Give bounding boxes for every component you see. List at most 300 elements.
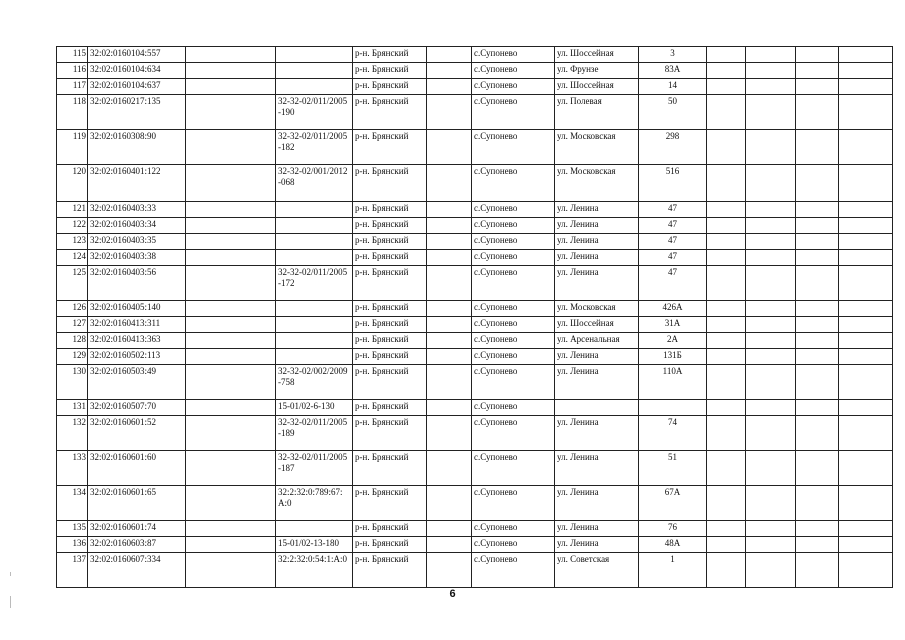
empty-cell xyxy=(839,553,893,588)
street-cell: ул. Ленина xyxy=(555,521,639,537)
empty-cell xyxy=(796,365,839,400)
street-cell: ул. Ленина xyxy=(555,537,639,553)
row-number-cell: 118 xyxy=(57,95,88,130)
empty-cell xyxy=(186,301,276,317)
registration-number-cell xyxy=(276,234,353,250)
district-cell: р-н. Брянский xyxy=(353,79,427,95)
empty-cell xyxy=(796,165,839,202)
row-number-cell: 120 xyxy=(57,165,88,202)
cadastral-number-cell: 32:02:0160403:34 xyxy=(88,218,186,234)
locality-cell: с.Супонево xyxy=(472,537,555,553)
district-cell: р-н. Брянский xyxy=(353,202,427,218)
house-number-cell: 1 xyxy=(639,553,707,588)
locality-cell: с.Супонево xyxy=(472,349,555,365)
street-cell: ул. Ленина xyxy=(555,349,639,365)
district-cell: р-н. Брянский xyxy=(353,537,427,553)
district-cell: р-н. Брянский xyxy=(353,365,427,400)
empty-cell xyxy=(707,521,746,537)
row-number-cell: 117 xyxy=(57,79,88,95)
table-row xyxy=(57,218,893,234)
empty-cell xyxy=(796,266,839,301)
house-number-cell: 298 xyxy=(639,130,707,165)
district-cell: р-н. Брянский xyxy=(353,486,427,521)
empty-cell xyxy=(796,47,839,63)
cadastral-number-cell: 32:02:0160603:87 xyxy=(88,537,186,553)
row-number-cell: 122 xyxy=(57,218,88,234)
street-cell: ул. Московская xyxy=(555,165,639,202)
empty-cell xyxy=(839,521,893,537)
empty-cell xyxy=(746,234,796,250)
table-row xyxy=(57,349,893,365)
empty-cell xyxy=(746,349,796,365)
registration-number-cell xyxy=(276,333,353,349)
registration-number-cell xyxy=(276,202,353,218)
house-number-cell: 110А xyxy=(639,365,707,400)
registration-number-cell xyxy=(276,301,353,317)
locality-cell: с.Супонево xyxy=(472,400,555,416)
table-row xyxy=(57,202,893,218)
empty-cell xyxy=(186,47,276,63)
empty-cell xyxy=(186,317,276,333)
street-cell: ул. Фрунзе xyxy=(555,63,639,79)
registration-number-cell: 15-01/02-13-180 xyxy=(276,537,353,553)
empty-cell xyxy=(746,95,796,130)
table-row xyxy=(57,451,893,486)
empty-cell xyxy=(796,63,839,79)
registration-number-cell: 32-32-02/011/2005-172 xyxy=(276,266,353,301)
empty-cell xyxy=(186,218,276,234)
table-row xyxy=(57,130,893,165)
empty-cell xyxy=(427,553,472,588)
empty-cell xyxy=(839,451,893,486)
locality-cell: с.Супонево xyxy=(472,317,555,333)
cadastral-number-cell: 32:02:0160403:38 xyxy=(88,250,186,266)
empty-cell xyxy=(839,537,893,553)
empty-cell xyxy=(427,47,472,63)
street-cell: ул. Ленина xyxy=(555,486,639,521)
empty-cell xyxy=(839,234,893,250)
house-number-cell: 47 xyxy=(639,266,707,301)
cadastral-number-cell: 32:02:0160601:60 xyxy=(88,451,186,486)
empty-cell xyxy=(707,365,746,400)
row-number-cell: 134 xyxy=(57,486,88,521)
district-cell: р-н. Брянский xyxy=(353,95,427,130)
locality-cell: с.Супонево xyxy=(472,218,555,234)
empty-cell xyxy=(746,301,796,317)
cadastral-number-cell: 32:02:0160403:56 xyxy=(88,266,186,301)
empty-cell xyxy=(746,521,796,537)
empty-cell xyxy=(839,333,893,349)
row-number-cell: 130 xyxy=(57,365,88,400)
street-cell: ул. Ленина xyxy=(555,202,639,218)
house-number-cell: 3 xyxy=(639,47,707,63)
table-row xyxy=(57,317,893,333)
empty-cell xyxy=(839,416,893,451)
house-number-cell xyxy=(639,400,707,416)
empty-cell xyxy=(839,349,893,365)
empty-cell xyxy=(796,349,839,365)
registration-number-cell: 32-32-02/011/2005-189 xyxy=(276,416,353,451)
locality-cell: с.Супонево xyxy=(472,47,555,63)
row-number-cell: 128 xyxy=(57,333,88,349)
house-number-cell: 67А xyxy=(639,486,707,521)
table-row xyxy=(57,250,893,266)
house-number-cell: 131Б xyxy=(639,349,707,365)
house-number-cell: 426А xyxy=(639,301,707,317)
district-cell: р-н. Брянский xyxy=(353,266,427,301)
empty-cell xyxy=(427,130,472,165)
district-cell: р-н. Брянский xyxy=(353,349,427,365)
registration-number-cell: 32:2:32:0:54:1:А:0 xyxy=(276,553,353,588)
empty-cell xyxy=(186,79,276,95)
empty-cell xyxy=(427,234,472,250)
registration-number-cell: 15-01/02-6-130 xyxy=(276,400,353,416)
locality-cell: с.Супонево xyxy=(472,451,555,486)
house-number-cell: 48А xyxy=(639,537,707,553)
house-number-cell: 47 xyxy=(639,250,707,266)
street-cell: ул. Арсенальная xyxy=(555,333,639,349)
empty-cell xyxy=(746,553,796,588)
locality-cell: с.Супонево xyxy=(472,416,555,451)
empty-cell xyxy=(186,486,276,521)
empty-cell xyxy=(427,301,472,317)
empty-cell xyxy=(707,400,746,416)
empty-cell xyxy=(427,400,472,416)
locality-cell: с.Супонево xyxy=(472,165,555,202)
empty-cell xyxy=(796,317,839,333)
table-body xyxy=(57,47,893,588)
empty-cell xyxy=(746,486,796,521)
table-row xyxy=(57,234,893,250)
empty-cell xyxy=(186,250,276,266)
row-number-cell: 129 xyxy=(57,349,88,365)
locality-cell: с.Супонево xyxy=(472,63,555,79)
table-row xyxy=(57,63,893,79)
empty-cell xyxy=(427,416,472,451)
cadastral-number-cell: 32:02:0160217:135 xyxy=(88,95,186,130)
table-row xyxy=(57,537,893,553)
empty-cell xyxy=(427,79,472,95)
street-cell: ул. Полевая xyxy=(555,95,639,130)
empty-cell xyxy=(796,333,839,349)
cadastral-number-cell: 32:02:0160503:49 xyxy=(88,365,186,400)
cadastral-number-cell: 32:02:0160601:74 xyxy=(88,521,186,537)
empty-cell xyxy=(707,202,746,218)
empty-cell xyxy=(746,400,796,416)
district-cell: р-н. Брянский xyxy=(353,165,427,202)
street-cell: ул. Московская xyxy=(555,301,639,317)
empty-cell xyxy=(796,234,839,250)
empty-cell xyxy=(839,266,893,301)
district-cell: р-н. Брянский xyxy=(353,451,427,486)
house-number-cell: 47 xyxy=(639,202,707,218)
locality-cell: с.Супонево xyxy=(472,202,555,218)
street-cell: ул. Шоссейная xyxy=(555,47,639,63)
scan-edge-mark xyxy=(10,596,11,608)
empty-cell xyxy=(839,63,893,79)
table-row xyxy=(57,521,893,537)
empty-cell xyxy=(427,95,472,130)
locality-cell: с.Супонево xyxy=(472,95,555,130)
district-cell: р-н. Брянский xyxy=(353,130,427,165)
empty-cell xyxy=(796,130,839,165)
empty-cell xyxy=(796,95,839,130)
table-row xyxy=(57,400,893,416)
empty-cell xyxy=(746,537,796,553)
cadastral-number-cell: 32:02:0160104:637 xyxy=(88,79,186,95)
registration-number-cell xyxy=(276,47,353,63)
empty-cell xyxy=(707,266,746,301)
empty-cell xyxy=(186,365,276,400)
scan-edge-mark xyxy=(10,572,11,576)
house-number-cell: 31А xyxy=(639,317,707,333)
empty-cell xyxy=(186,333,276,349)
registration-number-cell xyxy=(276,250,353,266)
empty-cell xyxy=(707,301,746,317)
empty-cell xyxy=(427,317,472,333)
locality-cell: с.Супонево xyxy=(472,79,555,95)
empty-cell xyxy=(427,202,472,218)
empty-cell xyxy=(746,317,796,333)
house-number-cell: 47 xyxy=(639,218,707,234)
row-number-cell: 115 xyxy=(57,47,88,63)
empty-cell xyxy=(839,250,893,266)
table-row xyxy=(57,365,893,400)
empty-cell xyxy=(427,451,472,486)
street-cell: ул. Ленина xyxy=(555,416,639,451)
empty-cell xyxy=(707,416,746,451)
registration-number-cell xyxy=(276,317,353,333)
row-number-cell: 136 xyxy=(57,537,88,553)
locality-cell: с.Супонево xyxy=(472,333,555,349)
cadastral-number-cell: 32:02:0160413:311 xyxy=(88,317,186,333)
empty-cell xyxy=(796,218,839,234)
district-cell: р-н. Брянский xyxy=(353,400,427,416)
empty-cell xyxy=(186,165,276,202)
house-number-cell: 14 xyxy=(639,79,707,95)
table-row xyxy=(57,486,893,521)
empty-cell xyxy=(707,130,746,165)
house-number-cell: 76 xyxy=(639,521,707,537)
empty-cell xyxy=(707,47,746,63)
empty-cell xyxy=(186,400,276,416)
empty-cell xyxy=(186,521,276,537)
empty-cell xyxy=(427,266,472,301)
row-number-cell: 124 xyxy=(57,250,88,266)
row-number-cell: 121 xyxy=(57,202,88,218)
house-number-cell: 51 xyxy=(639,451,707,486)
empty-cell xyxy=(186,234,276,250)
registration-number-cell: 32-32-02/011/2005-182 xyxy=(276,130,353,165)
table-row xyxy=(57,553,893,588)
empty-cell xyxy=(839,317,893,333)
cadastral-number-cell: 32:02:0160401:122 xyxy=(88,165,186,202)
empty-cell xyxy=(746,365,796,400)
empty-cell xyxy=(746,266,796,301)
empty-cell xyxy=(186,553,276,588)
locality-cell: с.Супонево xyxy=(472,521,555,537)
registration-number-cell: 32-32-02/002/2009-758 xyxy=(276,365,353,400)
row-number-cell: 132 xyxy=(57,416,88,451)
cadastral-number-cell: 32:02:0160104:634 xyxy=(88,63,186,79)
empty-cell xyxy=(746,451,796,486)
empty-cell xyxy=(186,266,276,301)
empty-cell xyxy=(427,63,472,79)
row-number-cell: 123 xyxy=(57,234,88,250)
empty-cell xyxy=(796,537,839,553)
street-cell: ул. Московская xyxy=(555,130,639,165)
empty-cell xyxy=(796,301,839,317)
cadastral-number-cell: 32:02:0160601:52 xyxy=(88,416,186,451)
district-cell: р-н. Брянский xyxy=(353,317,427,333)
street-cell: ул. Шоссейная xyxy=(555,317,639,333)
empty-cell xyxy=(186,416,276,451)
empty-cell xyxy=(839,400,893,416)
district-cell: р-н. Брянский xyxy=(353,521,427,537)
district-cell: р-н. Брянский xyxy=(353,234,427,250)
empty-cell xyxy=(707,95,746,130)
empty-cell xyxy=(746,333,796,349)
empty-cell xyxy=(707,486,746,521)
locality-cell: с.Супонево xyxy=(472,486,555,521)
row-number-cell: 125 xyxy=(57,266,88,301)
empty-cell xyxy=(427,165,472,202)
row-number-cell: 135 xyxy=(57,521,88,537)
empty-cell xyxy=(796,202,839,218)
empty-cell xyxy=(746,250,796,266)
street-cell: ул. Ленина xyxy=(555,451,639,486)
empty-cell xyxy=(746,79,796,95)
house-number-cell: 74 xyxy=(639,416,707,451)
empty-cell xyxy=(839,79,893,95)
street-cell: ул. Советская xyxy=(555,553,639,588)
empty-cell xyxy=(839,130,893,165)
street-cell: ул. Ленина xyxy=(555,234,639,250)
empty-cell xyxy=(707,250,746,266)
cadastral-number-cell: 32:02:0160403:33 xyxy=(88,202,186,218)
empty-cell xyxy=(746,218,796,234)
row-number-cell: 133 xyxy=(57,451,88,486)
table-row xyxy=(57,79,893,95)
empty-cell xyxy=(796,486,839,521)
empty-cell xyxy=(839,301,893,317)
empty-cell xyxy=(186,537,276,553)
row-number-cell: 116 xyxy=(57,63,88,79)
empty-cell xyxy=(746,416,796,451)
empty-cell xyxy=(186,451,276,486)
table-row xyxy=(57,95,893,130)
locality-cell: с.Супонево xyxy=(472,250,555,266)
cadastral-number-cell: 32:02:0160601:65 xyxy=(88,486,186,521)
district-cell: р-н. Брянский xyxy=(353,47,427,63)
empty-cell xyxy=(707,451,746,486)
locality-cell: с.Супонево xyxy=(472,234,555,250)
empty-cell xyxy=(427,486,472,521)
empty-cell xyxy=(839,365,893,400)
row-number-cell: 137 xyxy=(57,553,88,588)
locality-cell: с.Супонево xyxy=(472,301,555,317)
empty-cell xyxy=(796,451,839,486)
house-number-cell: 83А xyxy=(639,63,707,79)
empty-cell xyxy=(839,202,893,218)
table-row xyxy=(57,333,893,349)
locality-cell: с.Супонево xyxy=(472,553,555,588)
empty-cell xyxy=(707,317,746,333)
empty-cell xyxy=(186,63,276,79)
empty-cell xyxy=(427,333,472,349)
locality-cell: с.Супонево xyxy=(472,266,555,301)
empty-cell xyxy=(707,553,746,588)
table-row xyxy=(57,416,893,451)
empty-cell xyxy=(707,234,746,250)
street-cell: ул. Ленина xyxy=(555,250,639,266)
empty-cell xyxy=(839,95,893,130)
street-cell: ул. Шоссейная xyxy=(555,79,639,95)
street-cell: ул. Ленина xyxy=(555,266,639,301)
registration-number-cell: 32-32-02/001/2012-068 xyxy=(276,165,353,202)
cadastral-number-cell: 32:02:0160403:35 xyxy=(88,234,186,250)
registration-number-cell: 32:2:32:0:789:67:А:0 xyxy=(276,486,353,521)
district-cell: р-н. Брянский xyxy=(353,250,427,266)
district-cell: р-н. Брянский xyxy=(353,301,427,317)
cadastral-number-cell: 32:02:0160507:70 xyxy=(88,400,186,416)
registry-table xyxy=(56,46,893,588)
cadastral-number-cell: 32:02:0160413:363 xyxy=(88,333,186,349)
house-number-cell: 50 xyxy=(639,95,707,130)
empty-cell xyxy=(839,47,893,63)
empty-cell xyxy=(746,63,796,79)
registration-number-cell: 32-32-02/011/2005-190 xyxy=(276,95,353,130)
registration-number-cell xyxy=(276,79,353,95)
empty-cell xyxy=(746,47,796,63)
street-cell: ул. Ленина xyxy=(555,365,639,400)
street-cell xyxy=(555,400,639,416)
empty-cell xyxy=(796,553,839,588)
empty-cell xyxy=(796,79,839,95)
empty-cell xyxy=(186,130,276,165)
empty-cell xyxy=(796,521,839,537)
empty-cell xyxy=(186,349,276,365)
row-number-cell: 126 xyxy=(57,301,88,317)
registration-number-cell xyxy=(276,218,353,234)
table-row xyxy=(57,266,893,301)
empty-cell xyxy=(707,63,746,79)
registration-number-cell xyxy=(276,349,353,365)
street-cell: ул. Ленина xyxy=(555,218,639,234)
empty-cell xyxy=(707,218,746,234)
empty-cell xyxy=(427,521,472,537)
empty-cell xyxy=(746,202,796,218)
empty-cell xyxy=(427,349,472,365)
empty-cell xyxy=(839,218,893,234)
table-row xyxy=(57,165,893,202)
row-number-cell: 131 xyxy=(57,400,88,416)
locality-cell: с.Супонево xyxy=(472,365,555,400)
empty-cell xyxy=(746,130,796,165)
empty-cell xyxy=(186,95,276,130)
registration-number-cell: 32-32-02/011/2005-187 xyxy=(276,451,353,486)
district-cell: р-н. Брянский xyxy=(353,218,427,234)
empty-cell xyxy=(839,486,893,521)
district-cell: р-н. Брянский xyxy=(353,416,427,451)
cadastral-number-cell: 32:02:0160405:140 xyxy=(88,301,186,317)
empty-cell xyxy=(746,165,796,202)
cadastral-number-cell: 32:02:0160607:334 xyxy=(88,553,186,588)
empty-cell xyxy=(796,400,839,416)
empty-cell xyxy=(427,218,472,234)
empty-cell xyxy=(427,365,472,400)
empty-cell xyxy=(186,202,276,218)
